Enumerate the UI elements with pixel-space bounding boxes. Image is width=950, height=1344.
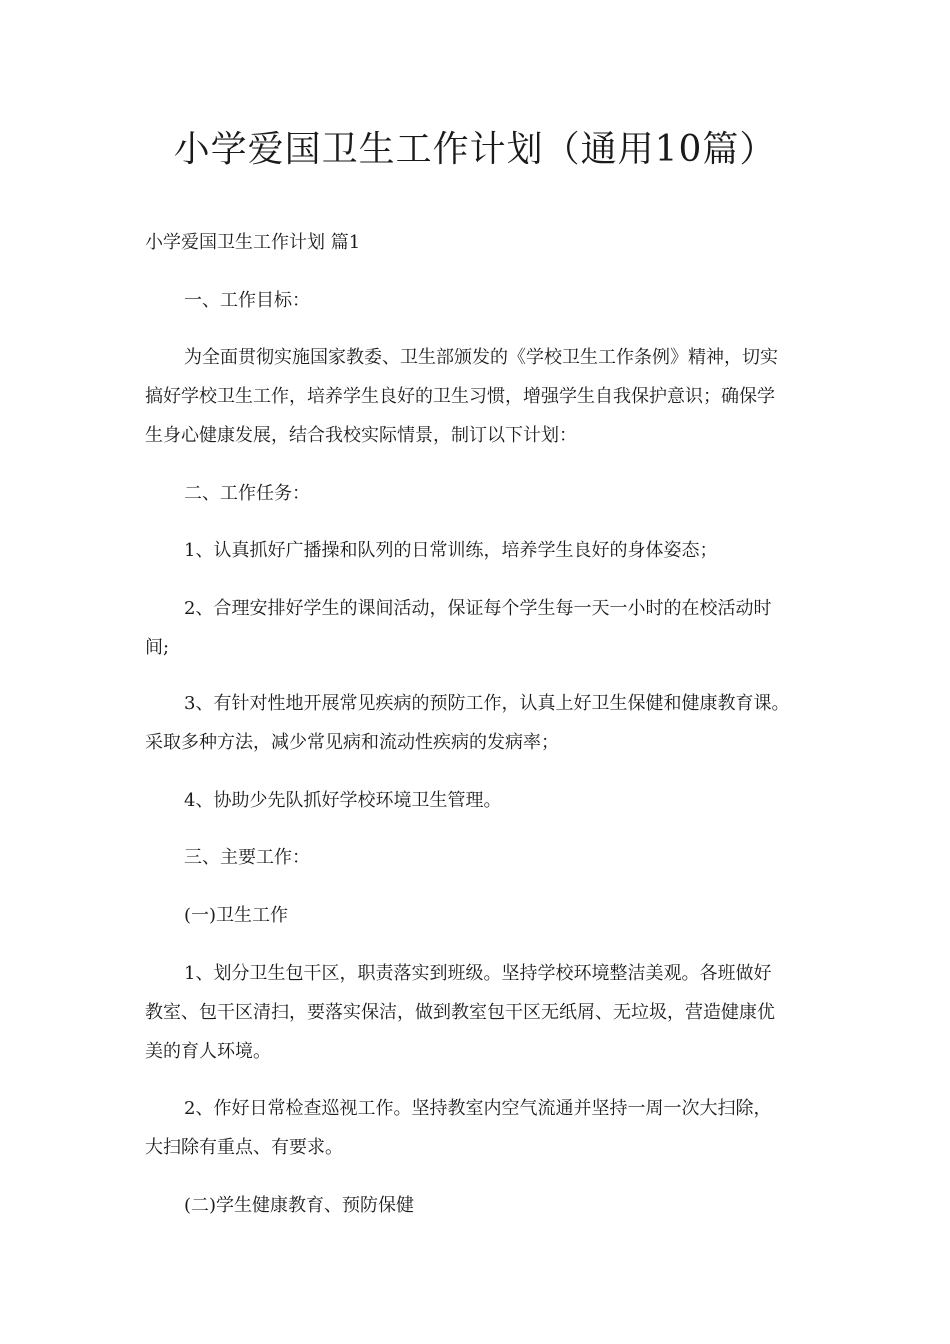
list-item-continuation: 教室、包干区清扫，要落实保洁，做到教室包干区无纸屑、无垃圾，营造健康优 xyxy=(145,1002,775,1023)
list-item-continuation: 间; xyxy=(145,637,170,658)
list-item-continuation: 美的育人环境。 xyxy=(145,1041,271,1062)
paragraph-line: 搞好学校卫生工作，培养学生良好的卫生习惯，增强学生自我保护意识；确保学 xyxy=(145,386,775,407)
list-item: 2、合理安排好学生的课间活动，保证每个学生每一天一小时的在校活动时 xyxy=(184,598,772,619)
heading-main-work: 三、主要工作： xyxy=(184,847,310,868)
paragraph-line: 生身心健康发展，结合我校实际情景，制订以下计划： xyxy=(145,425,577,446)
document-title: 小学爱国卫生工作计划（通用10篇） xyxy=(173,129,777,170)
subheading-health-education: (二)学生健康教育、预防保健 xyxy=(184,1195,415,1216)
list-item: 1、划分卫生包干区，职责落实到班级。坚持学校环境整洁美观。各班做好 xyxy=(184,963,772,984)
paragraph-line: 为全面贯彻实施国家教委、卫生部颁发的《学校卫生工作条例》精神，切实 xyxy=(184,347,778,368)
heading-work-tasks: 二、工作任务： xyxy=(184,483,310,504)
list-item: 4、协助少先队抓好学校环境卫生管理。 xyxy=(184,790,502,811)
list-item: 1、认真抓好广播操和队列的日常训练，培养学生良好的身体姿态； xyxy=(184,540,718,561)
list-item: 3、有针对性地开展常见疾病的预防工作，认真上好卫生保健和健康教育课。 xyxy=(184,693,790,714)
subheading-hygiene-work: (一)卫生工作 xyxy=(184,905,289,926)
list-item-continuation: 采取多种方法，减少常见病和流动性疾病的发病率； xyxy=(145,732,559,753)
heading-work-goals: 一、工作目标： xyxy=(184,290,310,311)
section-heading: 小学爱国卫生工作计划 篇1 xyxy=(145,232,361,253)
list-item-continuation: 大扫除有重点、有要求。 xyxy=(145,1137,343,1158)
list-item: 2、作好日常检查巡视工作。坚持教室内空气流通并坚持一周一次大扫除， xyxy=(184,1098,772,1119)
